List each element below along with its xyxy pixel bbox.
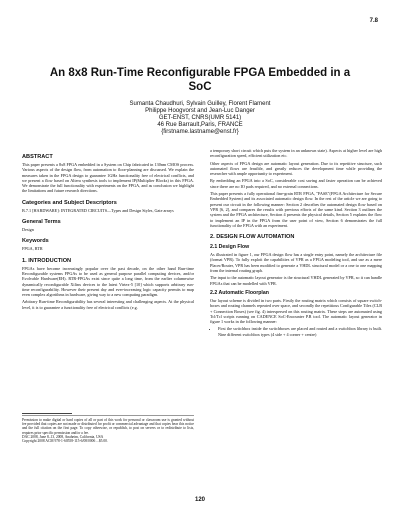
floorplan-list	[210, 326, 382, 337]
design-flow-paragraph-1: As illustrated in figure 1, our FPGA design flow has a single entry point, namely the architecture file (format VPR). To fully exploit the capabilities of VPR as a FPGA modeling tool, and use as a mere Placer/Router, VPR has been modified to generate a VHDL structural model or a one to one mapping from the internal routing graph.	[210, 252, 382, 274]
paper-title: An 8x8 Run-Time Reconfigurable FPGA Embedded in a SoC	[49, 67, 351, 93]
design-flow-heading: 2. DESIGN FLOW AUTOMATION	[210, 234, 295, 241]
floorplan-paragraph: Our layout scheme is divided in two parts. Firstly the routing matrix which consists of square switch-boxes and routing channels repeated over space, and secondly the repetitious Configurable Tiles (CLB + Connection Boxes) (see fig. 4) interspersed on this routing matrix. These steps are automated using Tcl/Tcl scripts running on CADENCE SoC-Encounter P.R tool. The automatic layout generator in figure 1 works in the following manner:	[210, 297, 382, 325]
copyright-rights: Copyright 2008 ACM 978-1-60558-115-6/08/0006 ...$5.00.	[22, 439, 108, 444]
terms-heading: General Terms	[22, 219, 61, 226]
conference-info: DAC 2008, June 8–13, 2008, Anaheim, California, USA	[22, 434, 104, 439]
author-block	[80, 101, 320, 136]
intro-paragraph-1: FPGAs have become increasingly popular over the past decade, on the other hand Run-time Reconfigurable systems FPGAs to be used as general purpose parallel computing devices, and/or Evolvable Hardware(EH). RTR-FPGAs exist since quite a long time, from the earlier columnwise dynamically reconfigurable Xilinx devices to the latest Virtex-5 [10] which supports arbitrary run-time reconfigurability. However their present day and ever-increasing logic capacity permits to map even complex algorithms in hardware, giving way to a new computing paradigm.	[22, 265, 194, 298]
floorplan-subheading: 2.2 Automatic Floorplan	[210, 289, 269, 296]
right-paragraph-1: a temporary short circuit which puts the system in an unknown state). Aspects at higher level are high reconfiguration speed, efficient utilization etc.	[210, 148, 382, 159]
intro-heading: 1. INTRODUCTION	[22, 257, 72, 264]
footer-page-number: 120	[194, 497, 205, 503]
keywords-heading: Keywords	[22, 238, 49, 245]
copyright-text: Permission to make digital or hard copies of all or part of this work for personal or classroom use is granted without fee provided that copies are not made or distributed for profit or commercial advantage and that copies bear this notice and the full citation on the first page. To copy otherwise, or republish, to post on servers or to redistribute to lists, requires prior specific permission and/or a fee.	[22, 418, 194, 435]
keywords-text: FPGA, RTR	[22, 246, 43, 252]
design-flow-paragraph-2: The input to the automatic layout generator is the structural VHDL generated by VPR, so it can handle FPGAs that can be modelled with VPR.	[210, 275, 382, 286]
page-number: 7.8	[369, 18, 378, 24]
left-column	[22, 148, 194, 312]
terms-text: Design	[22, 227, 34, 233]
abstract-text: This paper presents a 8x8 FPGA embedded in a System on Chip fabricated in 130nm CMOS process. Various aspects of the design flow, from automation to floor-planning are discussed. We explain the measures taken in the FPGA design to guarantee 1GHz functionality free of electrical conflicts, and we present a flow based on Altera synthesis tools to implement IP(Multiplier Blocks) in this FPGA. We demonstrate the full functionality with experiments on the FPGA, and as conclusion we highlight the limitations and future research directions.	[22, 162, 194, 194]
authors-line-1: Sumanta Chaudhuri, Sylvain Guilley, Florent Flament	[129, 101, 271, 107]
author-email: {firstname.lastname@enst.fr}	[161, 129, 239, 135]
affiliation-line-2: 46 Rue Barrault,Paris, FRANCE	[157, 122, 243, 128]
categories-text: B.7.1 [HARDWARE]: INTEGRATED CIRCUITS—Types and Design Styles, Gate arrays	[22, 207, 174, 213]
affiliation-line-1: GET-ENST, CNRS(UMR 5141)	[158, 115, 242, 121]
authors-line-2: Philippe Hoogvorst and Jean-Luc Danger	[145, 108, 255, 114]
right-paragraph-4: This paper presents a fully operational fine-grain RTR FPGA, "FASE"(FPGA Architecture for Secure Embedded System) and its associated automatic design flow. In the rest of the article we are going to present our circuit in the following manner: Section 2 describes the automated design flow based on VPR [6, 2], and compares the results with previous efforts of the same kind. Section 3 outlines the system and the FPGA architecture, Section 4 presents the physical details, Section 5 explains the flow to implement an IP in the FPGA from the user point of view, Section 6 demonstrates the full functionality of the FPGA with an experiment.	[210, 191, 382, 228]
copyright-notice	[22, 415, 194, 443]
design-flow-subheading: 2.1 Design Flow	[210, 244, 250, 251]
right-paragraph-2: Other aspects of FPGA design are automatic layout generation. Due to its repetitive structure, such automated flows are feasible, and greatly reduces the development time while providing the researcher with ample opportunity to experiment.	[210, 160, 382, 177]
abstract-heading: ABSTRACT	[22, 154, 53, 160]
copyright-divider	[22, 413, 72, 414]
categories-heading: Categories and Subject Descriptors	[22, 199, 117, 206]
intro-paragraph-2: Arbitrary Run-time Reconfigurability has several interesting and challenging aspects. At the physical level, it is to guarantee a functionality free of electrical conflicts (e.g.	[22, 299, 194, 310]
right-paragraph-3: By embedding an FPGA into a SoC, considerable cost saving and faster operation can be achieved since there are no IO pads required, and no external connections.	[210, 178, 382, 189]
list-item: • First the switchbox inside the switchboxes are placed and routed and a switchbox library is built. Nine different switchbox types (4 side + 4 corner + centre)	[218, 326, 382, 337]
right-column	[210, 148, 382, 338]
